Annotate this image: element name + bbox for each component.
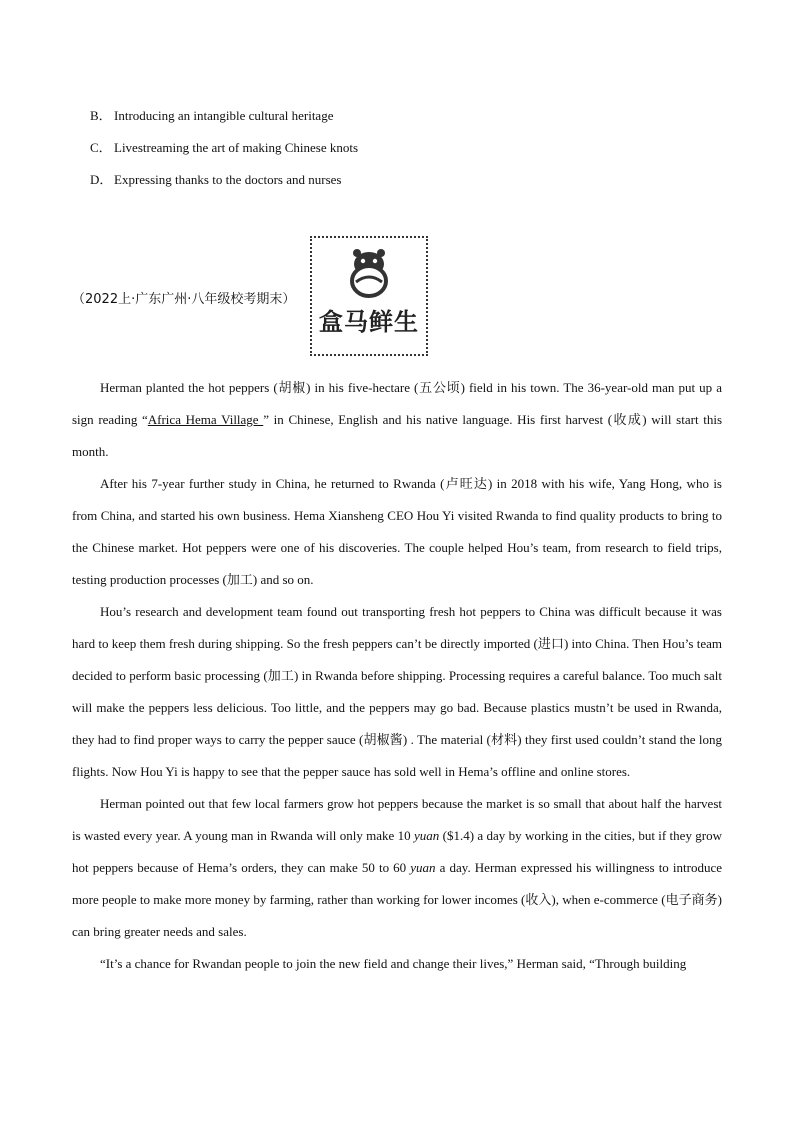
passage-header bbox=[72, 236, 492, 360]
text-run: ” in Chinese, English and his native language. His first harvest (收成) will start this month. bbox=[72, 412, 723, 459]
option-letter: C． bbox=[90, 140, 112, 155]
option-text: Introducing an intangible cultural heritage bbox=[114, 108, 334, 123]
source-label: （2022上·广东广州·八年级校考期末） bbox=[72, 292, 296, 307]
option-d bbox=[90, 164, 358, 196]
paragraph: “It’s a chance for Rwandan people to join the new field and change their lives,” Herman said, “Through building bbox=[100, 956, 687, 971]
text-run: Herman planted the hot peppers (胡椒) in his five-hectare (五公顷) field in his town. The 36-year-old man put up a sign reading “ bbox=[72, 380, 722, 427]
option-letter: D． bbox=[90, 172, 113, 187]
hema-logo bbox=[310, 236, 428, 356]
option-letter: B． bbox=[90, 108, 112, 123]
logo-text: 盒马鲜生 bbox=[319, 308, 419, 336]
italic-text: yuan bbox=[414, 828, 440, 843]
option-text: Livestreaming the art of making Chinese knots bbox=[114, 140, 359, 155]
text-run: Herman pointed out that few local farmers grow hot peppers because the market is so small that about half the harvest is wasted every year. A young man in Rwanda will only make 10 bbox=[72, 796, 722, 843]
answer-options bbox=[90, 100, 358, 196]
underlined-text: Africa Hema Village bbox=[147, 412, 264, 427]
paragraph bbox=[72, 372, 722, 468]
reading-passage bbox=[72, 372, 722, 980]
text-run: a day. Herman expressed his willingness to introduce more people to make more money by farming, rather than working for lower incomes (收入), when e-commerce (电子商务) can bring greater needs and sales. bbox=[72, 860, 722, 939]
hippo-icon bbox=[348, 246, 390, 298]
italic-text: yuan bbox=[410, 860, 436, 875]
option-b bbox=[90, 100, 358, 132]
paragraph bbox=[72, 788, 722, 948]
paragraph: After his 7-year further study in China, he returned to Rwanda (卢旺达) in 2018 with his wife, Yang Hong, who is from China, and started his own business. Hema Xiansheng CEO Hou Yi visited Rwanda to find quality products to bring to the Chinese market. Hot peppers were one of his discoveries. The couple helped Hou’s team, from research to field trips, testing production processes (加工) and so on. bbox=[72, 476, 722, 587]
text-run: ($1.4) a day by working in the cities, but if they grow hot peppers because of Hema’s orders, they can make 50 to 60 bbox=[72, 828, 722, 875]
paragraph: Hou’s research and development team found out transporting fresh hot peppers to China was difficult because it was hard to keep them fresh during shipping. So the fresh peppers can’t be directly imported (进口) into China. Then Hou’s team decided to perform basic processing (加工) in Rwanda before shipping. Processing requires a careful balance. Too much salt will make the peppers less delicious. Too little, and the peppers may go bad. Because plastics mustn’t be used in Rwanda, they had to find proper ways to carry the pepper sauce (胡椒酱) . The material (材料) they first used couldn’t stand the long flights. Now Hou Yi is happy to see that the pepper sauce has sold well in Hema’s offline and online stores. bbox=[72, 604, 722, 779]
option-c bbox=[90, 132, 358, 164]
option-text: Expressing thanks to the doctors and nurses bbox=[114, 172, 342, 187]
